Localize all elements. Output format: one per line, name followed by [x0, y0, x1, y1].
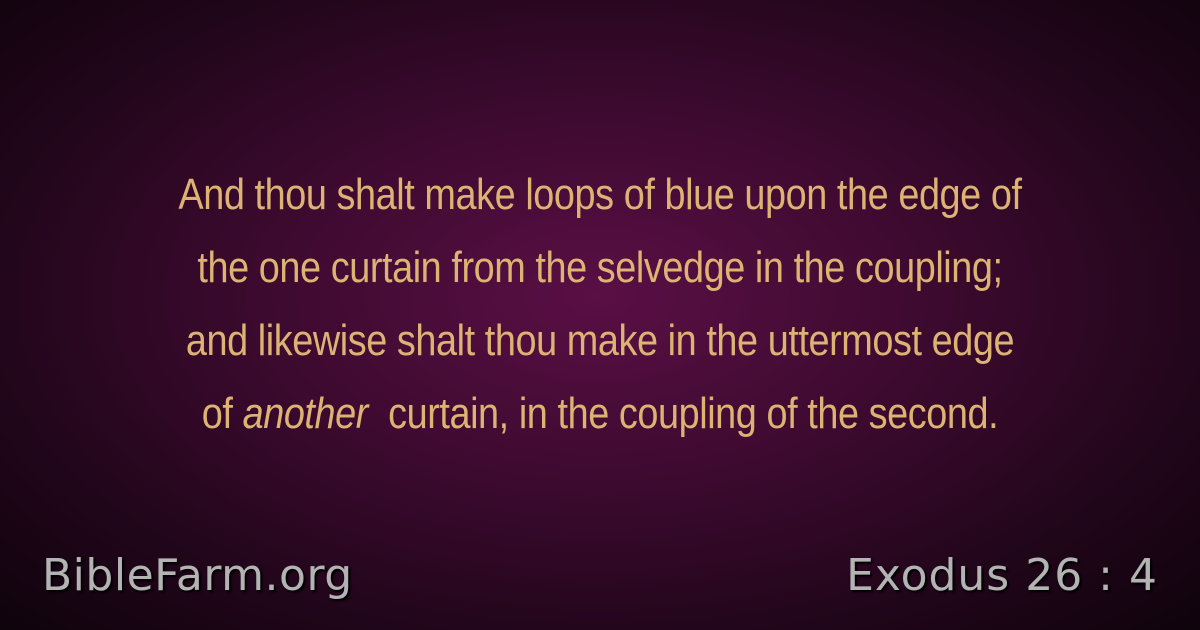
verse-italic-word: another	[242, 389, 368, 438]
scripture-reference: Exodus 26 : 4	[846, 550, 1158, 601]
verse-line-3: and likewise shalt thou make in the uttermost edge	[185, 316, 1015, 365]
verse-line-1: And thou shalt make loops of blue upon the edge of	[178, 170, 1022, 219]
verse-line-2: the one curtain from the selvedge in the coupling;	[197, 243, 1003, 292]
verse-line-4-end: curtain, in the coupling of the second.	[388, 389, 999, 438]
verse-line-4	[118, 377, 1081, 450]
verse-text	[118, 158, 1081, 450]
site-name: BibleFarm.org	[42, 550, 353, 601]
verse-line-4-start: of	[201, 389, 233, 438]
